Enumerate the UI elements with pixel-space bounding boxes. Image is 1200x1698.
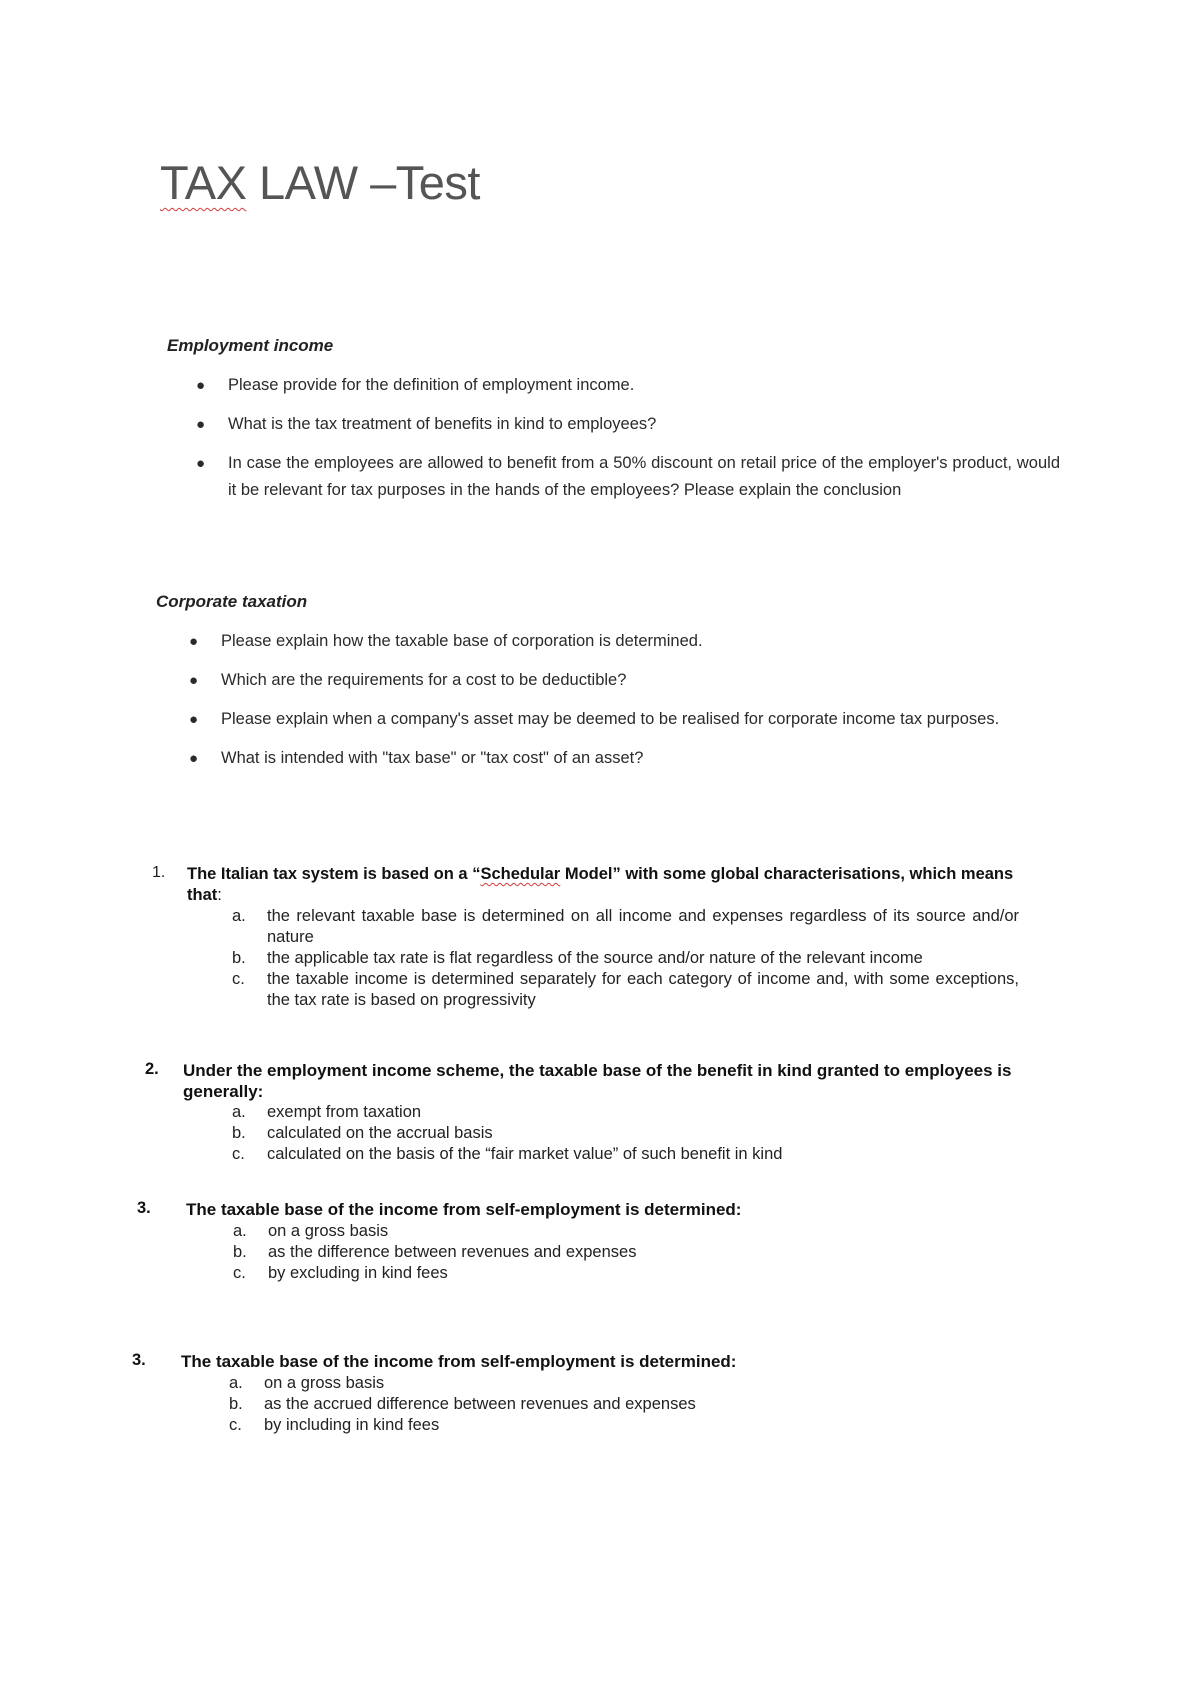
list-item: ● Please explain when a company's asset may be deemed to be realised for corporate income tax purposes. <box>221 706 1039 733</box>
option-item: a. on a gross basis <box>229 1374 385 1392</box>
bullet-icon: ● <box>189 750 199 767</box>
option-item: c. by including in kind fees <box>229 1416 440 1434</box>
corporate-list <box>189 628 1039 772</box>
page-title <box>160 155 480 210</box>
question-text: The taxable base of the income from self-employment is determined: <box>186 1200 742 1219</box>
bullet-icon: ● <box>189 633 199 650</box>
question-number: 3. <box>137 1199 151 1217</box>
list-item: ● Please explain how the taxable base of corporation is determined. <box>221 628 1039 655</box>
option-item: c. calculated on the basis of the “fair market value” of such benefit in kind <box>232 1145 783 1163</box>
option-item: b. calculated on the accrual basis <box>232 1124 493 1142</box>
question-options <box>229 1373 1064 1436</box>
question-options <box>232 906 1019 1011</box>
bullet-icon: ● <box>196 377 206 394</box>
question-options <box>233 1221 1068 1284</box>
list-item: ● Please provide for the definition of employment income. <box>228 372 1060 399</box>
option-item: a. exempt from taxation <box>232 1103 422 1121</box>
question-text: Under the employment income scheme, the taxable base of the benefit in kind granted to employees is generally: <box>183 1061 1012 1101</box>
employment-heading: Employment income <box>167 336 334 355</box>
option-item: c. the taxable income is determined separately for each category of income and, with some exceptions, the tax rate is based on progressivity <box>232 970 1019 1009</box>
bullet-icon: ● <box>196 455 206 472</box>
title-spellcheck-word: TAX <box>160 156 247 209</box>
bullet-icon: ● <box>196 416 206 433</box>
list-item: ● What is the tax treatment of benefits in kind to employees? <box>228 411 1060 438</box>
bullet-icon: ● <box>189 672 199 689</box>
question-number: 1. <box>152 864 166 881</box>
question-number: 3. <box>132 1351 146 1369</box>
corporate-heading: Corporate taxation <box>156 592 308 611</box>
option-item: a. the relevant taxable base is determined on all income and expenses regardless of its source and/or nature <box>232 907 1019 946</box>
list-item: ● Which are the requirements for a cost to be deductible? <box>221 667 1039 694</box>
option-item: c. by excluding in kind fees <box>233 1264 448 1282</box>
question-number: 2. <box>145 1060 159 1078</box>
option-item: b. as the accrued difference between revenues and expenses <box>229 1395 696 1413</box>
option-item: b. as the difference between revenues and expenses <box>233 1243 637 1261</box>
list-item: ● What is intended with "tax base" or "tax cost" of an asset? <box>221 745 1039 772</box>
question-text: The taxable base of the income from self-employment is determined: <box>181 1352 737 1371</box>
option-item: b. the applicable tax rate is flat regardless of the source and/or nature of the relevant income <box>232 949 923 967</box>
option-item: a. on a gross basis <box>233 1222 389 1240</box>
question-text: The Italian tax system is based on a “Schedular Model” with some global characterisations, which means that: <box>187 865 1014 904</box>
question-options <box>232 1102 1067 1165</box>
list-item: ● In case the employees are allowed to benefit from a 50% discount on retail price of the employer's product, would it be relevant for tax purposes in the hands of the employees? Please explain the conclusion <box>228 450 1060 504</box>
employment-list <box>196 372 1060 504</box>
bullet-icon: ● <box>189 711 199 728</box>
title-rest: LAW –Test <box>246 156 480 209</box>
